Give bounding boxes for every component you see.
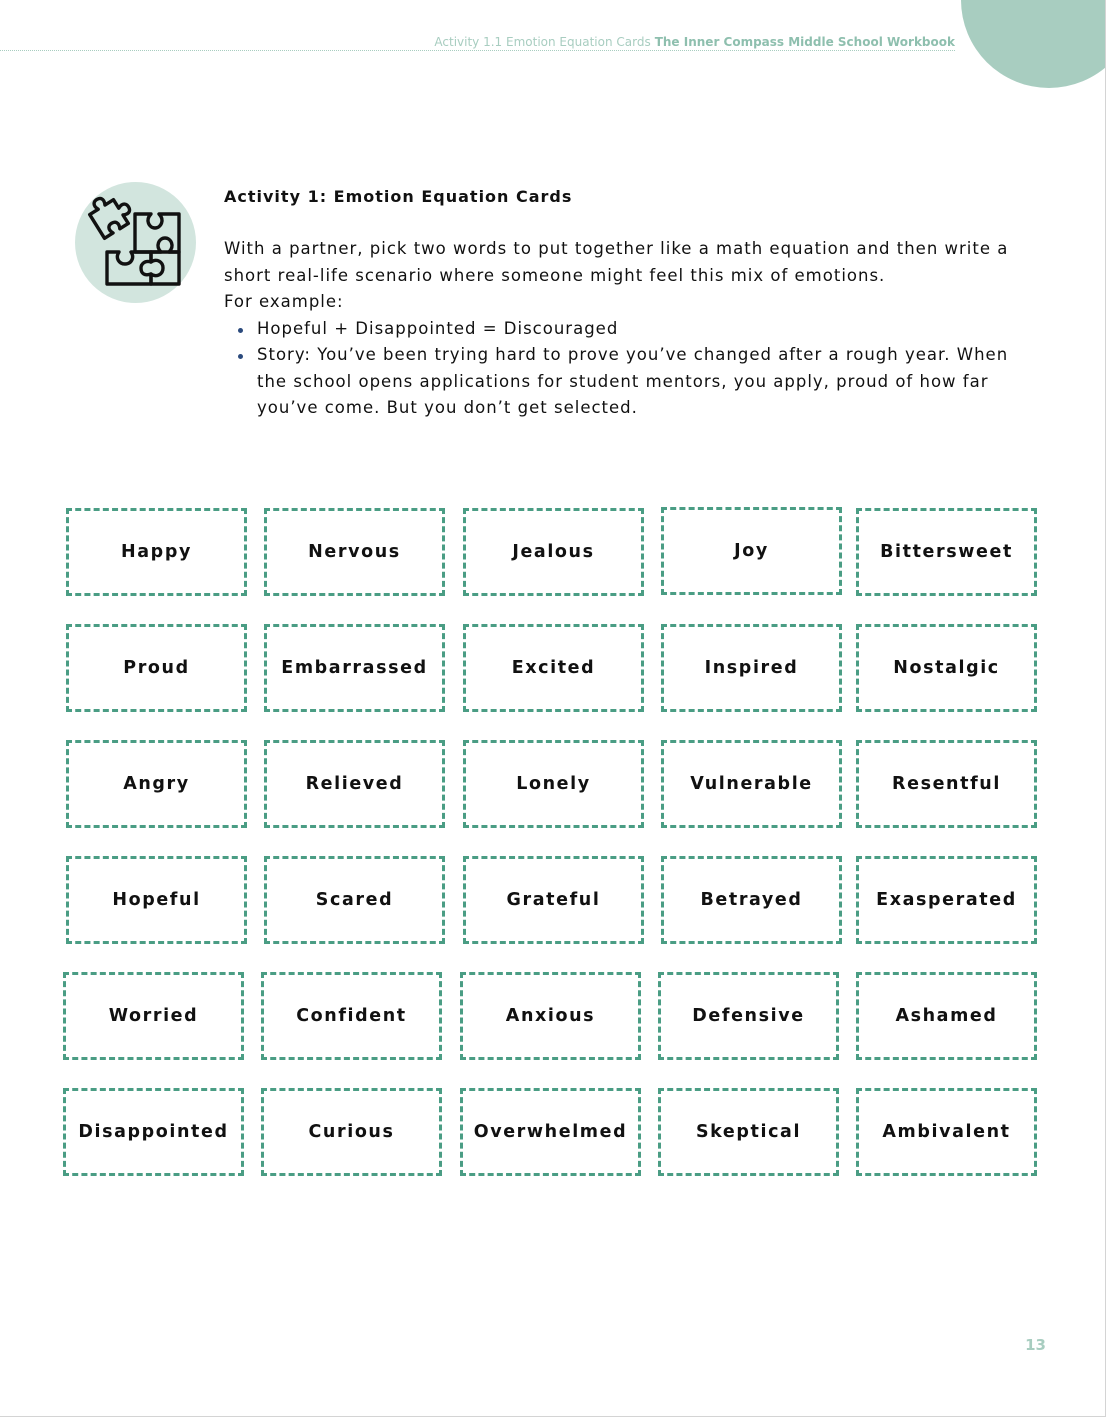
emotion-card[interactable]: Confident xyxy=(261,972,442,1060)
emotion-card[interactable]: Resentful xyxy=(856,740,1037,828)
emotion-card[interactable]: Inspired xyxy=(661,624,842,712)
emotion-card[interactable]: Joy xyxy=(661,507,842,595)
emotion-card[interactable]: Nervous xyxy=(264,508,445,596)
emotion-card[interactable]: Exasperated xyxy=(856,856,1037,944)
activity-instructions: With a partner, pick two words to put together like a math equation and then write a short real-life scenario where someone might feel this mix of emotions. xyxy=(224,239,1009,285)
emotion-card[interactable]: Grateful xyxy=(463,856,644,944)
emotion-card[interactable]: Lonely xyxy=(463,740,644,828)
puzzle-pieces-icon xyxy=(75,182,196,303)
emotion-card[interactable]: Anxious xyxy=(460,972,641,1060)
emotion-card[interactable]: Proud xyxy=(66,624,247,712)
emotion-card[interactable]: Curious xyxy=(261,1088,442,1176)
activity-intro xyxy=(224,184,1044,422)
emotion-card[interactable]: Betrayed xyxy=(661,856,842,944)
emotion-card[interactable]: Relieved xyxy=(264,740,445,828)
example-intro: For example: xyxy=(224,292,344,311)
activity-title: Activity 1: Emotion Equation Cards xyxy=(224,187,573,206)
emotion-card[interactable]: Embarrassed xyxy=(264,624,445,712)
emotion-card[interactable]: Ambivalent xyxy=(856,1088,1037,1176)
emotion-card[interactable]: Hopeful xyxy=(66,856,247,944)
emotion-card[interactable]: Skeptical xyxy=(658,1088,839,1176)
header-book-title: The Inner Compass Middle School Workbook xyxy=(654,35,955,49)
emotion-card[interactable]: Happy xyxy=(66,508,247,596)
emotion-card[interactable]: Ashamed xyxy=(856,972,1037,1060)
emotion-card[interactable]: Disappointed xyxy=(63,1088,244,1176)
example-equation: Hopeful + Disappointed = Discouraged xyxy=(257,316,1044,343)
emotion-card[interactable]: Worried xyxy=(63,972,244,1060)
emotion-card[interactable]: Excited xyxy=(463,624,644,712)
running-header xyxy=(0,34,955,51)
emotion-card[interactable]: Nostalgic xyxy=(856,624,1037,712)
emotion-card[interactable]: Bittersweet xyxy=(856,508,1037,596)
activity-icon-circle xyxy=(75,182,196,303)
emotion-card[interactable]: Angry xyxy=(66,740,247,828)
emotion-card[interactable]: Jealous xyxy=(463,508,644,596)
corner-decoration xyxy=(961,0,1106,88)
emotion-card[interactable]: Scared xyxy=(264,856,445,944)
emotion-card[interactable]: Overwhelmed xyxy=(460,1088,641,1176)
example-story: Story: You’ve been trying hard to prove you’ve changed after a rough year. When the school opens applications for student mentors, you apply, proud of how far you’ve come. But you don’t get selected. xyxy=(257,342,1044,422)
emotion-card[interactable]: Vulnerable xyxy=(661,740,842,828)
page-number: 13 xyxy=(1025,1336,1046,1354)
header-section: Activity 1.1 Emotion Equation Cards xyxy=(434,35,651,49)
emotion-card[interactable]: Defensive xyxy=(658,972,839,1060)
example-list xyxy=(224,316,1044,422)
